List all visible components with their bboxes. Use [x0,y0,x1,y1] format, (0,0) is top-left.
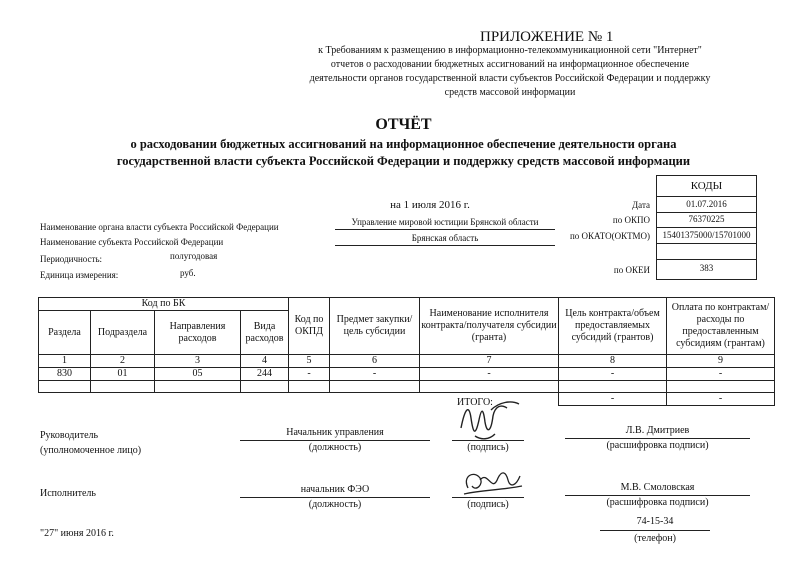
phone-value: 74-15-34 [636,516,674,527]
header-razdela: Раздела [39,311,91,355]
period-value: полугодовая [170,251,218,261]
codes-date-value: 01.07.2016 [686,199,727,209]
head-signature [455,398,525,444]
col-number: 4 [241,355,289,368]
table-cell: - [330,368,420,381]
codes-okato-label: по ОКАТО(ОКТМО) [569,231,650,241]
exec-signature-caption: (подпись) [467,499,509,510]
table-cell: - [420,368,559,381]
report-subtitle-2: государственной власти субъекта Российской Федерации и поддержку средств массовой информации [116,154,691,168]
report-title: ОТЧЁТ [375,116,432,133]
unit-value: руб. [180,268,196,278]
exec-label: Исполнитель [40,488,96,499]
col-number: 6 [330,355,420,368]
header-cel: Цель контракта/объем предоставляемых субсидий (грантов) [559,298,667,355]
header-predmet: Предмет закупки/цель субсидии [330,298,420,355]
organ-value: Управление мировой юстиции Брянской области [351,217,539,227]
col-number: 2 [91,355,155,368]
appendix-line-4: средств массовой информации [444,87,576,98]
col-number: 5 [289,355,330,368]
kod-bk-header: Код по БК [39,298,289,311]
report-date: на 1 июля 2016 г. [390,199,470,211]
codes-header: КОДЫ [690,180,723,192]
report-subtitle-1: о расходовании бюджетных ассигнований на информационное обеспечение деятельности органа [130,137,677,151]
total-label: ИТОГО: [457,397,493,408]
organ-label: Наименование органа власти субъекта Российской Федерации [40,222,279,232]
table-cell: 830 [39,368,91,381]
total-oplata: - [667,393,775,406]
col-number: 7 [420,355,559,368]
head-signature-caption: (подпись) [467,442,509,453]
phone-caption: (телефон) [634,533,676,544]
codes-okpo-label: по ОКПО [612,215,650,225]
appendix-line-3: деятельности органов государственной власти субъектов Российской Федерации и поддержку [309,73,711,84]
head-label-sub: (уполномоченное лицо) [40,445,142,456]
subject-value: Брянская область [411,233,479,243]
col-number: 1 [39,355,91,368]
appendix-line-1: к Требованиям к размещению в информационно-телекоммуникационной сети "Интернет" [318,45,702,56]
codes-okei-label: по ОКЕИ [613,265,650,275]
codes-okei-value: 383 [699,263,714,273]
table-cell: 244 [241,368,289,381]
table-cell: - [667,368,775,381]
table-cell: 01 [91,368,155,381]
appendix-title: ПРИЛОЖЕНИЕ № 1 [480,29,614,45]
header-podrazdela: Подраздела [91,311,155,355]
col-number: 9 [667,355,775,368]
subject-label: Наименование субъекта Российской Федерации [40,237,224,247]
exec-position: начальник ФЭО [300,484,370,495]
col-number: 3 [155,355,241,368]
codes-date-label: Дата [632,200,650,210]
exec-name-caption: (расшифровка подписи) [606,497,709,508]
col-number: 8 [559,355,667,368]
header-oplata: Оплата по контрактам/расходы по предоставленным субсидиям (грантам) [667,298,775,355]
appendix-line-2: отчетов о расходовании бюджетных ассигнований на информационное обеспечение [330,59,690,70]
report-sign-date: "27" июня 2016 г. [40,528,114,539]
header-okpd: Код по ОКПД [289,298,330,355]
exec-name: М.В. Смоловская [620,482,695,493]
head-label: Руководитель [40,430,99,441]
expense-table [38,297,775,406]
codes-okato-value: 15401375000/15701000 [662,230,751,240]
codes-okpo-value: 76370225 [688,214,725,224]
head-position-caption: (должность) [308,442,362,453]
head-position: Начальник управления [286,427,384,438]
exec-signature [458,466,524,502]
head-name-caption: (расшифровка подписи) [606,440,709,451]
header-ispolnitel: Наименование исполнителя контракта/получателя субсидии (гранта) [420,298,559,355]
unit-label: Единица измерения: [40,270,119,280]
period-label: Периодичность: [40,254,103,264]
exec-position-caption: (должность) [308,499,362,510]
total-cel: - [559,393,667,406]
head-name: Л.В. Дмитриев [625,425,690,436]
table-cell: - [289,368,330,381]
table-cell: 05 [155,368,241,381]
header-napravleniya: Направления расходов [155,311,241,355]
header-vida: Вида расходов [241,311,289,355]
table-cell: - [559,368,667,381]
